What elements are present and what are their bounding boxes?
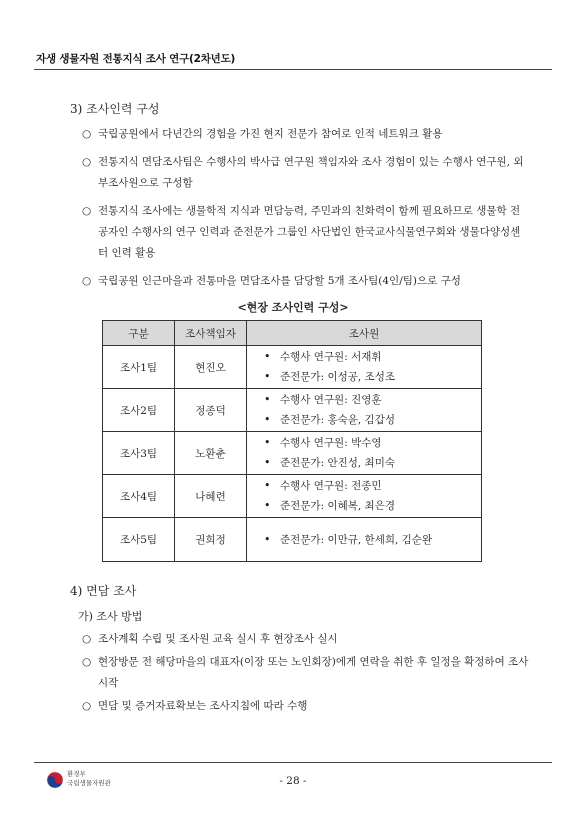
section-4-bullets	[82, 629, 530, 724]
bullet-item	[82, 271, 530, 292]
team-cell: 조사1팀	[103, 346, 175, 389]
team-cell: 조사3팀	[103, 432, 175, 475]
team-cell: 조사2팀	[103, 389, 175, 432]
column-header: 구분	[103, 321, 175, 346]
member-item: • 준전문가: 이만규, 한세희, 김순완	[264, 530, 480, 550]
members-cell	[247, 346, 482, 389]
column-header: 조사원	[247, 321, 482, 346]
bullet-item	[82, 696, 530, 717]
bullet-text: 조사계획 수립 및 조사원 교육 실시 후 현장조사 실시	[98, 633, 338, 645]
section-4-heading: 4) 면담 조사	[70, 584, 137, 598]
org-line: 환경부	[67, 770, 86, 778]
members-cell	[247, 518, 482, 562]
table-row	[103, 346, 482, 389]
column-header: 조사책임자	[175, 321, 247, 346]
circle-bullet-icon: ○	[82, 656, 92, 668]
table-row	[103, 432, 482, 475]
circle-bullet-icon: ○	[82, 156, 92, 168]
leader-cell: 현진오	[175, 346, 247, 389]
circle-bullet-icon: ○	[82, 128, 92, 140]
leader-cell: 정종덕	[175, 389, 247, 432]
bullet-text: 면담 및 증거자료확보는 조사지침에 따라 수행	[98, 700, 308, 712]
bullet-item	[82, 201, 530, 264]
bullet-text: 전통지식 조사에는 생물학적 지식과 면담능력, 주민과의 친화력이 함께 필요하므로 생물학 전공자인 수행사의 연구 인력과 준전문가 그룹인 사단법인 한국교사식물연구회와 생물다양성센터 인력 활용	[98, 205, 521, 259]
section-3-bullets	[82, 124, 530, 299]
table-row	[103, 475, 482, 518]
team-cell: 조사4팀	[103, 475, 175, 518]
leader-cell: 노환춘	[175, 432, 247, 475]
members-cell	[247, 432, 482, 475]
bullet-item	[82, 152, 530, 194]
table-row	[103, 389, 482, 432]
running-header: 자생 생물자원 전통지식 조사 연구(2차년도)	[36, 53, 236, 65]
bullet-item	[82, 124, 530, 145]
member-item: • 수행사 연구원: 박수영	[264, 433, 480, 453]
circle-bullet-icon: ○	[82, 205, 92, 217]
member-item: • 준전문가: 홍숙윤, 김갑성	[264, 410, 480, 430]
bullet-text: 국립공원에서 다년간의 경험을 가진 현지 전문가 참여로 인적 네트워크 활용	[98, 128, 443, 140]
bullet-item	[82, 629, 530, 650]
table-row	[103, 518, 482, 562]
footer-divider	[34, 762, 552, 763]
bullet-text: 국립공원 인근마을과 전통마을 면담조사를 담당할 5개 조사팀(4인/팀)으로 구성	[98, 275, 461, 287]
team-cell: 조사5팀	[103, 518, 175, 562]
member-item: • 준전문가: 이혜복, 최은경	[264, 496, 480, 516]
leader-cell: 나혜련	[175, 475, 247, 518]
circle-bullet-icon: ○	[82, 700, 92, 712]
member-item: • 준전문가: 안진성, 최미숙	[264, 453, 480, 473]
subsection-heading: 가) 조사 방법	[78, 610, 143, 623]
bullet-item	[82, 652, 530, 694]
table-caption: <현장 조사인력 구성>	[237, 301, 349, 314]
member-item: • 수행사 연구원: 진영훈	[264, 390, 480, 410]
member-item: • 수행사 연구원: 전종민	[264, 476, 480, 496]
header-divider	[34, 69, 552, 70]
survey-team-table	[102, 320, 482, 562]
table-header-row	[103, 321, 482, 346]
member-item: • 준전문가: 이성공, 조성조	[264, 367, 480, 387]
members-cell	[247, 475, 482, 518]
org-line: 국립생물자원관	[67, 779, 111, 787]
circle-bullet-icon: ○	[82, 275, 92, 287]
section-3-heading: 3) 조사인력 구성	[70, 102, 160, 116]
members-cell	[247, 389, 482, 432]
bullet-text: 전통지식 면담조사팀은 수행사의 박사급 연구원 책임자와 조사 경험이 있는 수행사 연구원, 외부조사원으로 구성함	[98, 156, 524, 189]
page-number: - 28 -	[279, 775, 307, 787]
member-item: • 수행사 연구원: 서재휘	[264, 347, 480, 367]
bullet-text: 현장방문 전 해당마을의 대표자(이장 또는 노인회장)에게 연락을 취한 후 일정을 확정하여 조사시작	[98, 656, 529, 689]
circle-bullet-icon: ○	[82, 633, 92, 645]
leader-cell: 권희정	[175, 518, 247, 562]
